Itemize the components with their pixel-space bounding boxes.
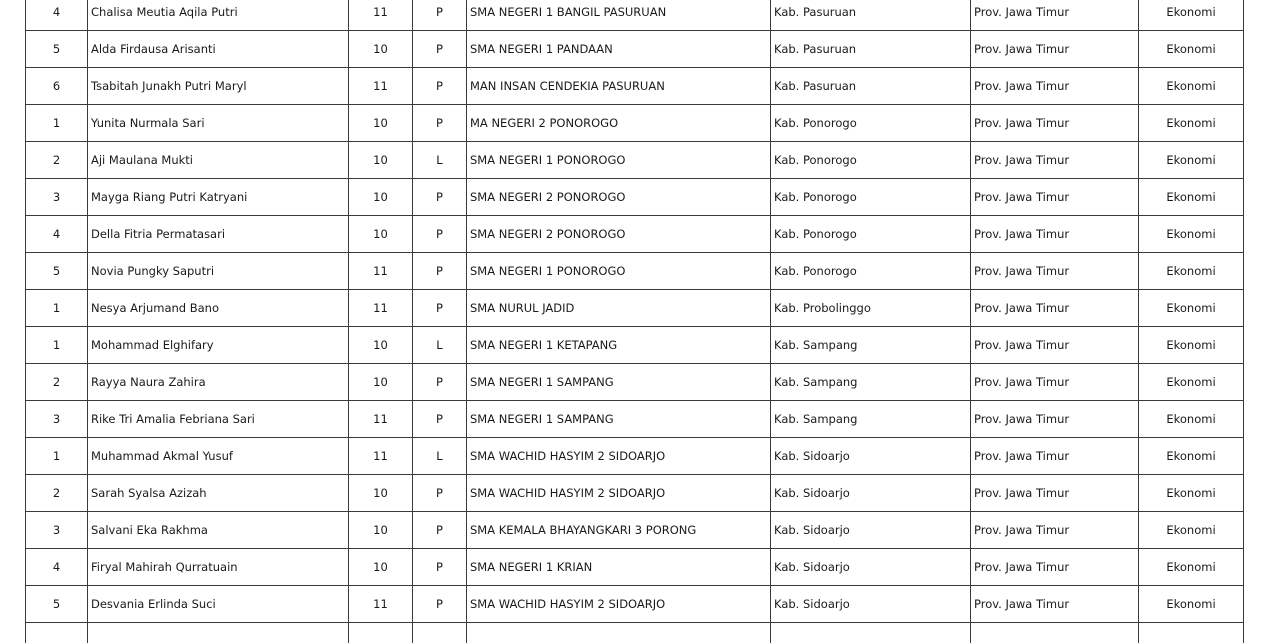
cell-kabupaten: Kab. Ponorogo xyxy=(771,179,971,216)
cell-kabupaten: Kab. Pasuruan xyxy=(771,68,971,105)
cell-no: 5 xyxy=(26,31,88,68)
table-row xyxy=(26,327,1244,364)
cell-nama: Rayya Naura Zahira xyxy=(88,364,349,401)
cell-empty xyxy=(26,623,88,643)
cell-jenis-kelamin: L xyxy=(413,327,467,364)
cell-kabupaten: Kab. Sidoarjo xyxy=(771,549,971,586)
cell-provinsi: Prov. Jawa Timur xyxy=(971,142,1139,179)
cell-no: 4 xyxy=(26,0,88,31)
cell-kabupaten: Kab. Sidoarjo xyxy=(771,586,971,623)
cell-provinsi: Prov. Jawa Timur xyxy=(971,216,1139,253)
cell-provinsi: Prov. Jawa Timur xyxy=(971,31,1139,68)
cell-sekolah: SMA NEGERI 1 PONOROGO xyxy=(467,142,771,179)
cell-bidang: Ekonomi xyxy=(1139,290,1244,327)
table-row xyxy=(26,290,1244,327)
cell-provinsi: Prov. Jawa Timur xyxy=(971,105,1139,142)
table-row xyxy=(26,179,1244,216)
cell-bidang: Ekonomi xyxy=(1139,179,1244,216)
cell-no: 1 xyxy=(26,105,88,142)
cell-bidang: Ekonomi xyxy=(1139,475,1244,512)
cell-kabupaten: Kab. Ponorogo xyxy=(771,216,971,253)
cell-sekolah: SMA KEMALA BHAYANGKARI 3 PORONG xyxy=(467,512,771,549)
cell-kelas: 10 xyxy=(349,549,413,586)
table-row xyxy=(26,401,1244,438)
participant-table xyxy=(25,0,1244,643)
table-row xyxy=(26,216,1244,253)
cell-kabupaten: Kab. Ponorogo xyxy=(771,253,971,290)
cell-nama: Yunita Nurmala Sari xyxy=(88,105,349,142)
cell-provinsi: Prov. Jawa Timur xyxy=(971,586,1139,623)
cell-kelas: 10 xyxy=(349,216,413,253)
cell-bidang: Ekonomi xyxy=(1139,549,1244,586)
cell-sekolah: SMA NEGERI 1 SAMPANG xyxy=(467,364,771,401)
cell-jenis-kelamin: P xyxy=(413,512,467,549)
cell-empty xyxy=(467,623,771,643)
cell-nama: Mohammad Elghifary xyxy=(88,327,349,364)
cell-kabupaten: Kab. Sampang xyxy=(771,364,971,401)
cell-jenis-kelamin: P xyxy=(413,586,467,623)
cell-nama: Desvania Erlinda Suci xyxy=(88,586,349,623)
cell-bidang: Ekonomi xyxy=(1139,586,1244,623)
cell-bidang: Ekonomi xyxy=(1139,253,1244,290)
cell-kelas: 11 xyxy=(349,401,413,438)
cell-bidang: Ekonomi xyxy=(1139,142,1244,179)
cell-kelas: 11 xyxy=(349,68,413,105)
cell-provinsi: Prov. Jawa Timur xyxy=(971,327,1139,364)
cell-nama: Mayga Riang Putri Katryani xyxy=(88,179,349,216)
cell-bidang: Ekonomi xyxy=(1139,364,1244,401)
cell-provinsi: Prov. Jawa Timur xyxy=(971,179,1139,216)
cell-kelas: 11 xyxy=(349,253,413,290)
cell-jenis-kelamin: P xyxy=(413,0,467,31)
cell-bidang: Ekonomi xyxy=(1139,31,1244,68)
cell-sekolah: SMA NEGERI 1 PONOROGO xyxy=(467,253,771,290)
cell-bidang: Ekonomi xyxy=(1139,512,1244,549)
cell-sekolah: MAN INSAN CENDEKIA PASURUAN xyxy=(467,68,771,105)
cell-kabupaten: Kab. Sidoarjo xyxy=(771,512,971,549)
cell-nama: Rike Tri Amalia Febriana Sari xyxy=(88,401,349,438)
cell-empty xyxy=(349,623,413,643)
cell-no: 3 xyxy=(26,401,88,438)
cell-bidang: Ekonomi xyxy=(1139,401,1244,438)
cell-empty xyxy=(971,623,1139,643)
cell-sekolah: SMA WACHID HASYIM 2 SIDOARJO xyxy=(467,586,771,623)
cell-kabupaten: Kab. Sampang xyxy=(771,401,971,438)
table-row xyxy=(26,549,1244,586)
cell-sekolah: SMA NEGERI 1 KRIAN xyxy=(467,549,771,586)
cell-no: 3 xyxy=(26,179,88,216)
cell-kabupaten: Kab. Ponorogo xyxy=(771,105,971,142)
cell-sekolah: SMA NEGERI 2 PONOROGO xyxy=(467,216,771,253)
cell-bidang: Ekonomi xyxy=(1139,105,1244,142)
cell-jenis-kelamin: P xyxy=(413,549,467,586)
cell-no: 1 xyxy=(26,438,88,475)
cell-jenis-kelamin: L xyxy=(413,438,467,475)
cell-jenis-kelamin: L xyxy=(413,142,467,179)
cell-sekolah: SMA NEGERI 1 PANDAAN xyxy=(467,31,771,68)
cell-provinsi: Prov. Jawa Timur xyxy=(971,438,1139,475)
cell-jenis-kelamin: P xyxy=(413,216,467,253)
table-row xyxy=(26,438,1244,475)
cell-kelas: 11 xyxy=(349,586,413,623)
cell-bidang: Ekonomi xyxy=(1139,438,1244,475)
cell-nama: Firyal Mahirah Qurratuain xyxy=(88,549,349,586)
table-row xyxy=(26,253,1244,290)
cell-nama: Tsabitah Junakh Putri Maryl xyxy=(88,68,349,105)
cell-sekolah: SMA NEGERI 1 BANGIL PASURUAN xyxy=(467,0,771,31)
table-row xyxy=(26,364,1244,401)
cell-kelas: 10 xyxy=(349,512,413,549)
table-row-partial xyxy=(26,623,1244,643)
cell-provinsi: Prov. Jawa Timur xyxy=(971,549,1139,586)
cell-kabupaten: Kab. Pasuruan xyxy=(771,31,971,68)
cell-sekolah: SMA WACHID HASYIM 2 SIDOARJO xyxy=(467,475,771,512)
cell-kelas: 11 xyxy=(349,290,413,327)
cell-nama: Muhammad Akmal Yusuf xyxy=(88,438,349,475)
cell-jenis-kelamin: P xyxy=(413,475,467,512)
cell-sekolah: MA NEGERI 2 PONOROGO xyxy=(467,105,771,142)
cell-kelas: 10 xyxy=(349,179,413,216)
cell-nama: Chalisa Meutia Aqila Putri xyxy=(88,0,349,31)
table-row xyxy=(26,475,1244,512)
cell-no: 2 xyxy=(26,475,88,512)
cell-provinsi: Prov. Jawa Timur xyxy=(971,512,1139,549)
cell-nama: Alda Firdausa Arisanti xyxy=(88,31,349,68)
participant-sheet xyxy=(25,0,1244,643)
cell-bidang: Ekonomi xyxy=(1139,216,1244,253)
cell-sekolah: SMA NURUL JADID xyxy=(467,290,771,327)
cell-empty xyxy=(1139,623,1244,643)
table-row xyxy=(26,0,1244,31)
table-row xyxy=(26,31,1244,68)
table-row xyxy=(26,68,1244,105)
cell-nama: Della Fitria Permatasari xyxy=(88,216,349,253)
cell-jenis-kelamin: P xyxy=(413,290,467,327)
cell-nama: Salvani Eka Rakhma xyxy=(88,512,349,549)
cell-sekolah: SMA NEGERI 1 KETAPANG xyxy=(467,327,771,364)
cell-jenis-kelamin: P xyxy=(413,31,467,68)
cell-bidang: Ekonomi xyxy=(1139,327,1244,364)
table-row xyxy=(26,105,1244,142)
cell-no: 3 xyxy=(26,512,88,549)
cell-bidang: Ekonomi xyxy=(1139,0,1244,31)
cell-sekolah: SMA NEGERI 1 SAMPANG xyxy=(467,401,771,438)
cell-no: 2 xyxy=(26,142,88,179)
cell-jenis-kelamin: P xyxy=(413,364,467,401)
table-row xyxy=(26,142,1244,179)
table-row xyxy=(26,586,1244,623)
cell-kelas: 10 xyxy=(349,475,413,512)
cell-nama: Nesya Arjumand Bano xyxy=(88,290,349,327)
cell-no: 1 xyxy=(26,290,88,327)
cell-kabupaten: Kab. Sampang xyxy=(771,327,971,364)
cell-empty xyxy=(413,623,467,643)
cell-no: 4 xyxy=(26,549,88,586)
cell-kelas: 10 xyxy=(349,364,413,401)
cell-nama: Aji Maulana Mukti xyxy=(88,142,349,179)
cell-kabupaten: Kab. Sidoarjo xyxy=(771,475,971,512)
cell-sekolah: SMA WACHID HASYIM 2 SIDOARJO xyxy=(467,438,771,475)
cell-no: 5 xyxy=(26,253,88,290)
cell-nama: Novia Pungky Saputri xyxy=(88,253,349,290)
cell-jenis-kelamin: P xyxy=(413,401,467,438)
cell-kelas: 10 xyxy=(349,31,413,68)
cell-jenis-kelamin: P xyxy=(413,68,467,105)
cell-kabupaten: Kab. Ponorogo xyxy=(771,142,971,179)
cell-provinsi: Prov. Jawa Timur xyxy=(971,401,1139,438)
cell-provinsi: Prov. Jawa Timur xyxy=(971,290,1139,327)
cell-provinsi: Prov. Jawa Timur xyxy=(971,475,1139,512)
cell-kelas: 10 xyxy=(349,327,413,364)
cell-empty xyxy=(771,623,971,643)
cell-jenis-kelamin: P xyxy=(413,179,467,216)
cell-no: 2 xyxy=(26,364,88,401)
cell-sekolah: SMA NEGERI 2 PONOROGO xyxy=(467,179,771,216)
cell-jenis-kelamin: P xyxy=(413,253,467,290)
cell-empty xyxy=(88,623,349,643)
cell-kelas: 10 xyxy=(349,105,413,142)
cell-kelas: 11 xyxy=(349,438,413,475)
cell-provinsi: Prov. Jawa Timur xyxy=(971,68,1139,105)
cell-provinsi: Prov. Jawa Timur xyxy=(971,253,1139,290)
cell-kabupaten: Kab. Sidoarjo xyxy=(771,438,971,475)
cell-no: 4 xyxy=(26,216,88,253)
cell-jenis-kelamin: P xyxy=(413,105,467,142)
cell-kelas: 10 xyxy=(349,142,413,179)
cell-provinsi: Prov. Jawa Timur xyxy=(971,0,1139,31)
cell-nama: Sarah Syalsa Azizah xyxy=(88,475,349,512)
cell-no: 1 xyxy=(26,327,88,364)
cell-kabupaten: Kab. Pasuruan xyxy=(771,0,971,31)
cell-no: 5 xyxy=(26,586,88,623)
cell-kabupaten: Kab. Probolinggo xyxy=(771,290,971,327)
cell-provinsi: Prov. Jawa Timur xyxy=(971,364,1139,401)
cell-bidang: Ekonomi xyxy=(1139,68,1244,105)
table-body xyxy=(26,0,1244,643)
cell-no: 6 xyxy=(26,68,88,105)
cell-kelas: 11 xyxy=(349,0,413,31)
table-row xyxy=(26,512,1244,549)
